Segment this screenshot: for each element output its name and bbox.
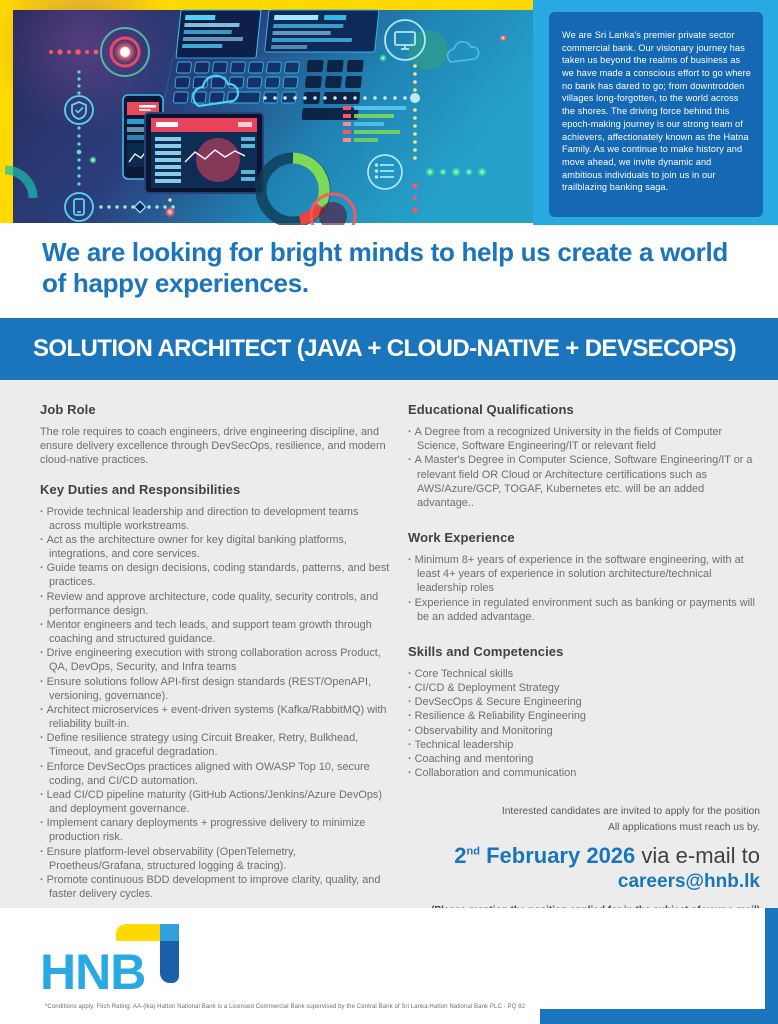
education-heading: Educational Qualifications [408, 402, 574, 417]
list-item: · Minimum 8+ years of experience in the software engineering, with at least 4+ years of experience in solution architecture/technical leadership roles [408, 553, 762, 596]
duties-heading: Key Duties and Responsibilities [40, 481, 241, 497]
list-item: · Core Technical skills [408, 667, 762, 681]
list-item: · Observability and Monitoring [408, 724, 762, 738]
duties-list [40, 505, 392, 902]
hnb-logo [40, 922, 200, 1000]
list-item: · CI/CD & Deployment Strategy [408, 681, 762, 695]
job-title-bar [0, 318, 778, 380]
list-item: · A Degree from a recognized University in the fields of Computer Science, Software Engineering/IT or relevant field [408, 425, 762, 453]
apply-deadline-line: All applications must reach us by. [607, 821, 760, 833]
intro-text: We are Sri Lanka's premier private sector commercial bank. Our visionary journey has taken us beyond the realms of business as we have made a conscious effort to go where no bank has dared to go; from downtrodden villages long-forgotten, to the world across the shores. The driving force behind this epoch-making journey is our strong team of achievers, affectionately known as the Hatna Family. As we continue to make history and move ahead, we invite dynamic and ambitious individuals to join us in our trailblazing banking saga. [562, 30, 752, 193]
apply-date: 2nd February 2026 [454, 843, 636, 869]
logo-mark-blue-bar [160, 941, 179, 983]
apply-invite-line: Interested candidates are invited to apply for the position [501, 806, 760, 818]
job-role-description: The role requires to coach engineers, drive engineering discipline, and ensure delivery excellence through DevSecOps, resilience, and modern cloud-native practices. [40, 426, 386, 467]
right-column [408, 398, 762, 908]
apply-date-line [408, 843, 760, 868]
list-item: · Coaching and mentoring [408, 752, 762, 766]
job-role-heading: Job Role [40, 402, 96, 417]
list-item: · Technical leadership [408, 738, 762, 752]
apply-email-line [408, 870, 760, 895]
experience-heading: Work Experience [408, 530, 515, 546]
list-item: · Review and approve architecture, code quality, security controls, and performance design. [40, 590, 392, 618]
experience-list [408, 553, 762, 624]
list-item: · Drive engineering execution with strong collaboration across Product, QA, DevOps, Security, and Infra teams [40, 646, 392, 674]
bottom-blue-bar-vertical [765, 908, 778, 1024]
list-item: · Mentor engineers and tech leads, and support team growth through coaching and structured guidance. [40, 618, 392, 646]
list-item: · Experience in regulated environment such as banking or payments will be an added advantage. [408, 596, 762, 624]
list-item: · Ensure platform-level observability (OpenTelemetry, Proetheus/Grafana, structured logging & tracing). [40, 845, 392, 873]
careers-email-link[interactable]: careers@hnb.lk [617, 871, 760, 893]
intro-panel [549, 12, 763, 217]
skills-list [408, 667, 762, 780]
list-item: · Promote continuous BDD development to improve clarity, quality, and faster delivery cycles. [40, 873, 392, 901]
headline-text: We are looking for bright minds to help us create a world of happy experiences. [42, 237, 728, 299]
list-item: · A Master's Degree in Computer Science, Software Engineering/IT or a relevant field OR Cloud or Architecture certifications such as AWS/Azure/GCP, TOGAF, Kubernetes etc. will be an added advantage.. [408, 453, 762, 510]
list-item: · Resilience & Reliability Engineering [408, 709, 762, 723]
banner [0, 0, 778, 225]
list-item: · Enforce DevSecOps practices aligned with OWASP Top 10, secure coding, and CI/CD automation. [40, 760, 392, 788]
list-item: · Lead CI/CD pipeline maturity (GitHub Actions/Jenkins/Azure DevOps) and deployment governance. [40, 788, 392, 816]
list-item: · DevSecOps & Secure Engineering [408, 695, 762, 709]
hnb-logo-text: HNB [40, 944, 146, 1000]
content-area [0, 380, 778, 908]
list-item: · Architect microservices + event-driven systems (Kafka/RabbitMQ) with reliability built-in. [40, 703, 392, 731]
list-item: · Implement canary deployments + progressive delivery to minimize production risk. [40, 816, 392, 844]
job-title: SOLUTION ARCHITECT (JAVA + CLOUD-NATIVE + DEVSECOPS) [33, 335, 737, 362]
footer [0, 908, 778, 1024]
education-list [408, 425, 762, 510]
logo-mark-blue-square [160, 924, 179, 941]
banner-illustration [13, 10, 533, 223]
list-item: · Ensure solutions follow API-first design standards (REST/OpenAPI, versioning, governance). [40, 675, 392, 703]
left-column [40, 398, 392, 908]
list-item: · Collaboration and communication [408, 766, 762, 780]
apply-via-text: via e-mail to [635, 843, 760, 869]
hnb-logo-mark-icon [116, 924, 180, 986]
list-item: · Define resilience strategy using Circuit Breaker, Retry, Bulkhead, Timeout, and graceful degradation. [40, 731, 392, 759]
conditions-text: *Conditions apply. Fitch Rating: AA-(lka) Hatton National Bank is a Licensed Commercial Bank supervised by the Central Bank of Sri Lanka.Hatton National Bank PLC - PQ 82 [45, 1004, 526, 1010]
logo-mark-yellow-bar [116, 924, 160, 941]
list-item: · Guide teams on design decisions, coding standards, patterns, and best practices. [40, 561, 392, 589]
bottom-blue-bar-horizontal [540, 1009, 778, 1024]
tablet-graphic [145, 113, 263, 193]
skills-heading: Skills and Competencies [408, 643, 564, 659]
headline-section [0, 225, 778, 318]
list-item: · Provide technical leadership and direction to development teams across multiple workstreams. [40, 505, 392, 533]
apply-block [408, 804, 762, 916]
list-item: · Act as the architecture owner for key digital banking platforms, integrations, and core services. [40, 533, 392, 561]
